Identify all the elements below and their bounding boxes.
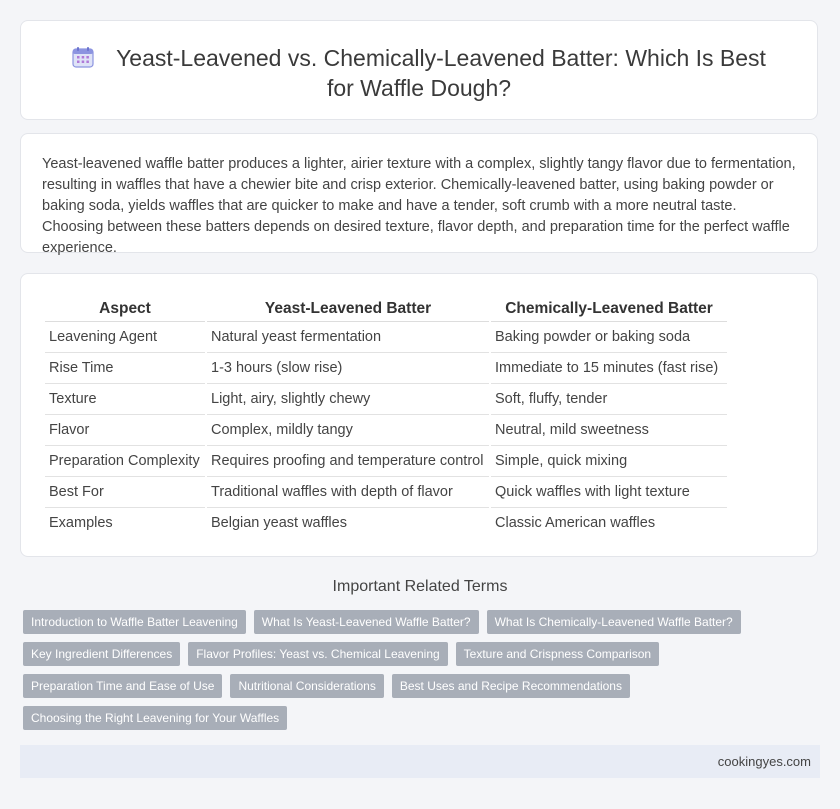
table-row xyxy=(45,477,727,508)
table-cell: Baking powder or baking soda xyxy=(491,322,727,353)
related-term-tag[interactable]: Key Ingredient Differences xyxy=(23,642,180,666)
column-header-chemical: Chemically-Leavened Batter xyxy=(491,295,727,322)
table-row xyxy=(45,508,727,538)
intro-card xyxy=(20,133,818,256)
table-cell: Quick waffles with light texture xyxy=(491,477,727,508)
table-cell: Examples xyxy=(49,515,113,531)
table-row xyxy=(45,384,727,415)
related-term-tag[interactable]: Preparation Time and Ease of Use xyxy=(23,674,222,698)
page-title: Yeast-Leavened vs. Chemically-Leavened Batter: Which Is Best for Waffle Dough? xyxy=(116,45,766,101)
calendar-icon xyxy=(72,46,94,68)
table-cell: Requires proofing and temperature control xyxy=(207,446,489,477)
related-terms-heading: Important Related Terms xyxy=(332,578,508,595)
column-header-aspect: Aspect xyxy=(45,295,205,322)
table-row xyxy=(45,322,727,353)
table-cell: 1-3 hours (slow rise) xyxy=(207,353,489,384)
comparison-card xyxy=(20,273,818,557)
page-title-wrap xyxy=(21,43,817,103)
related-term-tag[interactable]: Texture and Crispness Comparison xyxy=(456,642,659,666)
table-cell: Preparation Complexity xyxy=(45,446,205,477)
table-cell: Classic American waffles xyxy=(495,515,656,531)
intro-paragraph: Yeast-leavened waffle batter produces a lighter, airier texture with a complex, slightly tangy flavor due to fermentation, resulting in waffles that have a chewier bite and crisp exterior. Chemically-leavened batter, using baking powder or baking soda, yields waffles that are quicker to make and have a tender, soft crumb with a more neutral taste. Choosing between these batters depends on desired texture, flavor depth, and preparation time for the perfect waffle experience. xyxy=(42,156,796,256)
table-cell: Complex, mildly tangy xyxy=(207,415,489,446)
related-term-tag[interactable]: Introduction to Waffle Batter Leavening xyxy=(23,610,246,634)
table-cell: Light, airy, slightly chewy xyxy=(207,384,489,415)
table-cell: Traditional waffles with depth of flavor xyxy=(207,477,489,508)
related-term-tag[interactable]: Best Uses and Recipe Recommendations xyxy=(392,674,630,698)
table-cell: Simple, quick mixing xyxy=(491,446,727,477)
table-cell: Immediate to 15 minutes (fast rise) xyxy=(491,353,727,384)
related-terms-list xyxy=(23,610,813,738)
table-row xyxy=(45,415,727,446)
table-row xyxy=(45,446,727,477)
table-cell: Neutral, mild sweetness xyxy=(491,415,727,446)
table-cell: Best For xyxy=(45,477,205,508)
table-row xyxy=(45,353,727,384)
table-cell: Soft, fluffy, tender xyxy=(491,384,727,415)
table-cell: Natural yeast fermentation xyxy=(207,322,489,353)
related-term-tag[interactable]: What Is Chemically-Leavened Waffle Batter? xyxy=(487,610,741,634)
table-cell: Rise Time xyxy=(45,353,205,384)
table-cell: Belgian yeast waffles xyxy=(211,515,347,531)
title-card xyxy=(20,20,818,120)
table-cell: Texture xyxy=(45,384,205,415)
related-term-tag[interactable]: Flavor Profiles: Yeast vs. Chemical Leavening xyxy=(188,642,447,666)
column-header-yeast: Yeast-Leavened Batter xyxy=(207,295,489,322)
comparison-table xyxy=(43,295,729,538)
table-header-row xyxy=(45,295,727,322)
related-term-tag[interactable]: Nutritional Considerations xyxy=(230,674,383,698)
table-cell: Flavor xyxy=(45,415,205,446)
table-cell: Leavening Agent xyxy=(45,322,205,353)
footer xyxy=(20,745,820,778)
footer-site-link[interactable]: cookingyes.com xyxy=(717,754,811,769)
related-term-tag[interactable]: What Is Yeast-Leavened Waffle Batter? xyxy=(254,610,479,634)
related-term-tag[interactable]: Choosing the Right Leavening for Your Waffles xyxy=(23,706,287,730)
